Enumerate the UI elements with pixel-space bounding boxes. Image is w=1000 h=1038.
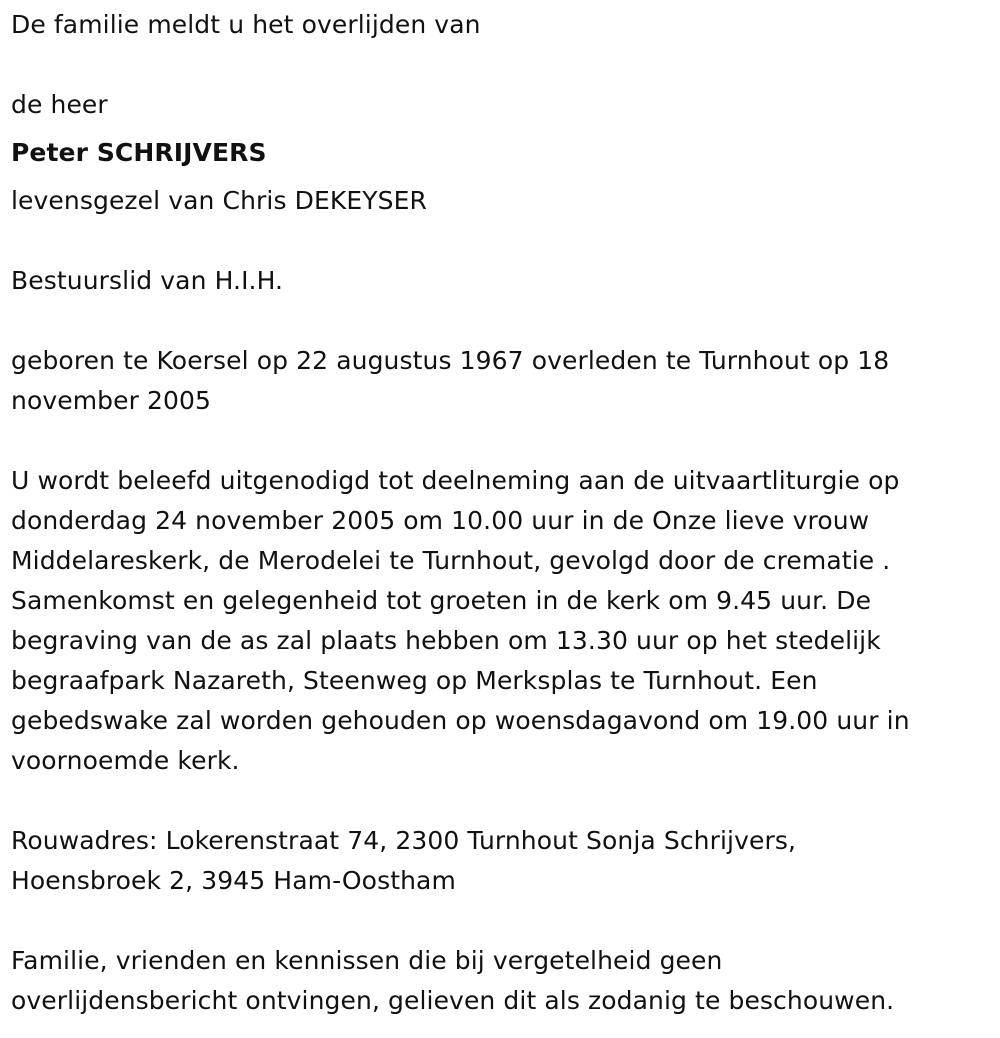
paragraph-line: geboren te Koersel op 22 augustus 1967 overleden te Turnhout op 18 bbox=[11, 346, 890, 375]
paragraph-line: begraafpark Nazareth, Steenweg op Merksplas te Turnhout. Een bbox=[11, 666, 818, 695]
intro-text: De familie meldt u het overlijden van bbox=[11, 10, 481, 39]
ceremony-paragraph bbox=[11, 461, 986, 781]
role-text: Bestuurslid van H.I.H. bbox=[11, 266, 284, 295]
closing-paragraph bbox=[11, 941, 986, 1021]
paragraph-line: november 2005 bbox=[11, 386, 212, 415]
deceased-name: Peter SCHRIJVERS bbox=[11, 138, 267, 167]
paragraph-line: Rouwadres: Lokerenstraat 74, 2300 Turnhout Sonja Schrijvers, bbox=[11, 826, 797, 855]
paragraph-line: donderdag 24 november 2005 om 10.00 uur in de Onze lieve vrouw bbox=[11, 506, 870, 535]
paragraph-line: gebedswake zal worden gehouden op woensdagavond om 19.00 uur in bbox=[11, 706, 910, 735]
paragraph-line: Hoensbroek 2, 3945 Ham-Oostham bbox=[11, 866, 456, 895]
paragraph-line: begraving van de as zal plaats hebben om 13.30 uur op het stedelijk bbox=[11, 626, 881, 655]
paragraph-line: Familie, vrienden en kennissen die bij vergetelheid geen bbox=[11, 946, 723, 975]
paragraph-line: voornoemde kerk. bbox=[11, 746, 240, 775]
paragraph-line: Samenkomst en gelegenheid tot groeten in de kerk om 9.45 uur. De bbox=[11, 586, 872, 615]
address-paragraph bbox=[11, 821, 986, 901]
paragraph-line: U wordt beleefd uitgenodigd tot deelneming aan de uitvaartliturgie op bbox=[11, 466, 900, 495]
birth-death-paragraph bbox=[11, 341, 986, 421]
paragraph-line: overlijdensbericht ontvingen, gelieven dit als zodanig te beschouwen. bbox=[11, 986, 895, 1015]
paragraph-line: Middelareskerk, de Merodelei te Turnhout, gevolgd door de crematie . bbox=[11, 546, 891, 575]
salutation-text: de heer bbox=[11, 90, 108, 119]
partner-text: levensgezel van Chris DEKEYSER bbox=[11, 186, 427, 215]
